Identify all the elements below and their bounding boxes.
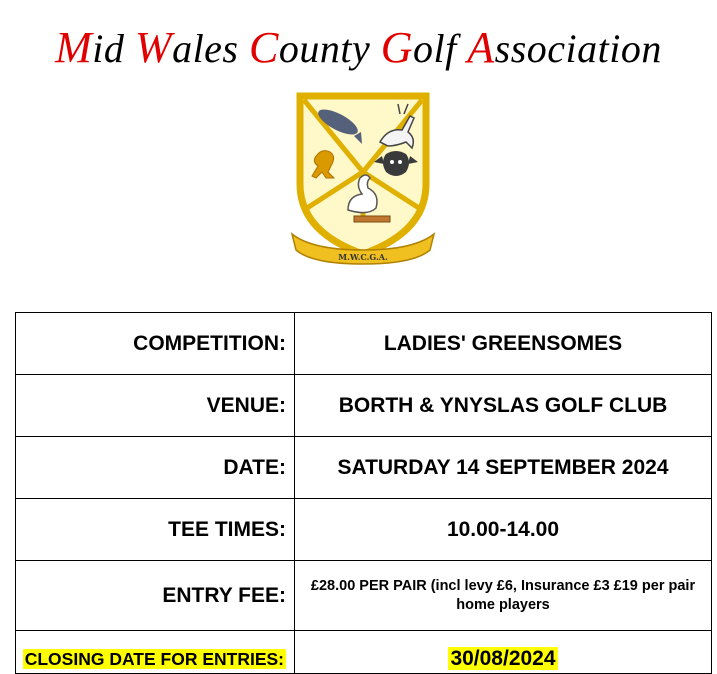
entry-fee-value: £28.00 PER PAIR (incl levy £6, Insurance £3 £19 per pair home players [295, 561, 712, 631]
title-word: Wales [134, 23, 249, 72]
association-crest-logo [290, 92, 436, 270]
date-value: SATURDAY 14 SEPTEMBER 2024 [295, 437, 712, 499]
closing-date-value-cell [295, 631, 712, 674]
tee-times-value: 10.00-14.00 [295, 499, 712, 561]
title-word: Golf [380, 23, 468, 72]
page-title [0, 22, 717, 73]
table-row [16, 437, 712, 499]
title-word: Mid [55, 23, 135, 72]
closing-date-value: 30/08/2024 [450, 647, 556, 670]
closing-date-label-cell [16, 631, 295, 674]
tee-times-label: TEE TIMES: [16, 499, 295, 561]
title-word: County [249, 23, 381, 72]
title-word: Association [467, 23, 662, 72]
table-row [16, 313, 712, 375]
table-row [16, 561, 712, 631]
venue-label: VENUE: [16, 375, 295, 437]
competition-label: COMPETITION: [16, 313, 295, 375]
table-row [16, 499, 712, 561]
table-row [16, 631, 712, 674]
crest-scroll-text: M.W.C.G.A. [338, 252, 388, 262]
date-label: DATE: [16, 437, 295, 499]
competition-value: LADIES' GREENSOMES [295, 313, 712, 375]
table-row [16, 375, 712, 437]
closing-date-label: CLOSING DATE FOR ENTRIES: [24, 649, 284, 669]
venue-value: BORTH & YNYSLAS GOLF CLUB [295, 375, 712, 437]
competition-details-table [15, 312, 712, 674]
entry-fee-label: ENTRY FEE: [16, 561, 295, 631]
